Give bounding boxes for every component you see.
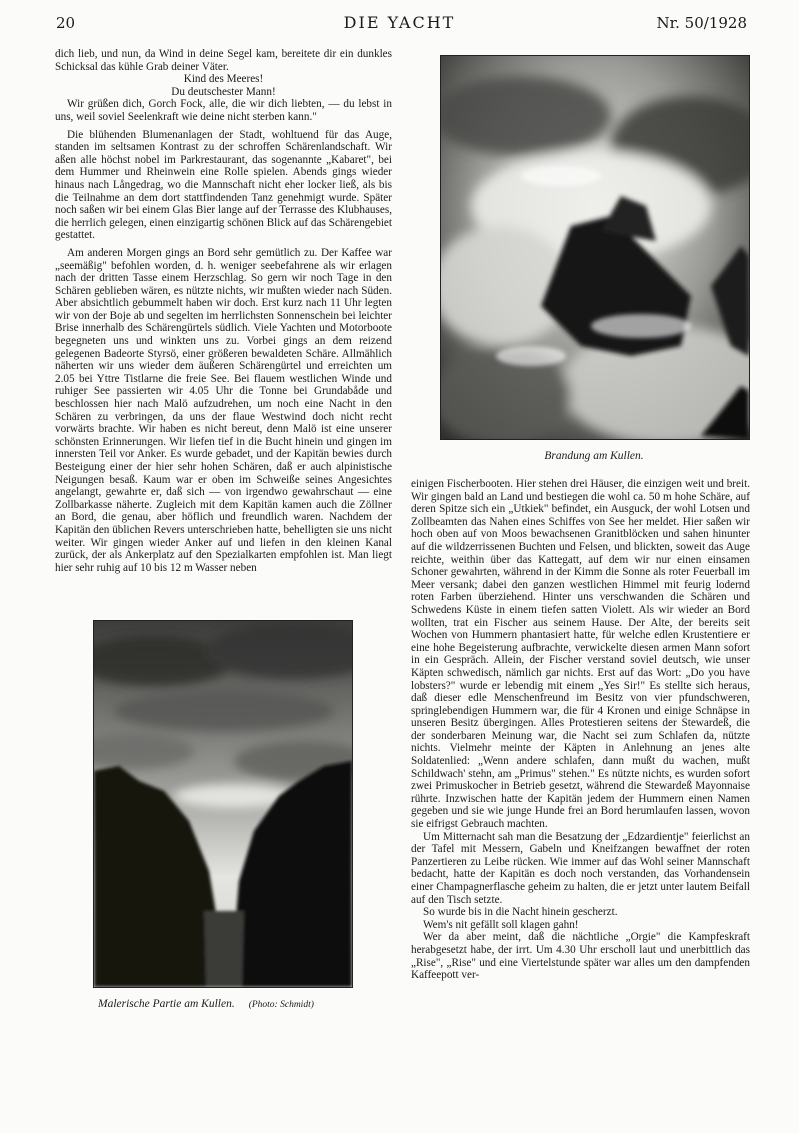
photo-cliffs-kullen — [93, 620, 353, 988]
photo-surf-kullen — [440, 55, 750, 440]
paragraph: Am anderen Morgen gings an Bord sehr gemütlich zu. Der Kaffee war „seemäßig" befohlen worden, d. h. weniger seebefahrene als wir erlagen nach der dritten Tasse einem Herzschlag. So gern wir noch Tage in den Schären geblieben wären, es nützte nichts, wir mußten wieder nach Süden. Aber absichtlich gebummelt haben wir doch. Erst kurz nach 11 Uhr legten wir von der Boje ab und segelten im herrlichsten Sonnenschein bei leichter Brise innerhalb des Schärengürtels südlich. Viele Yachten und Motorboote begegneten uns und winkten uns zu. Vorbei gings an dem reizend gelegenen Badeorte Styrsö, einer größeren bewaldeten Schäre. Allmählich näherten wir uns wieder dem äußeren Schärengürtel und erreichten um 2.05 bei Yttre Tistlarne die freie See. Bei flauem westlichen Winde und ruhiger See passierten wir 4.05 Uhr die Tonne bei Grundabåde und beschlossen hier nach Malö aufzudrehen, um noch eine Nacht in den Schären zu verbringen, da uns der flaue Westwind doch nicht recht vorwärts brachte. Wir haben es nicht bereut, denn Malö ist eine unserer schönsten Erinnerungen. Wir liefen tief in die Bucht hinein und gingen im innersten Teil vor Anker. Es wurde gebadet, und der Kapitän bewies durch Besteigung einer der hier sehr hohen Schären, daß er auch alpinistische Neigungen besaß. Kaum war er oben im Schweiße seines Angesichtes angelangt, gewahrte er, daß sich — von irgendwo gewahrschaut — eine Zollbarkasse näherte. Zugleich mit dem Kapitän kamen auch die Zöllner an Bord, die genau, aber höflich und freundlich waren. Nachdem der Kapitän den üblichen Revers unterschrieben hatte, behelligten sie uns nicht weiter. Wir gingen wieder Anker auf und liefen in den kleinen Kanal zurück, der als Ankerplatz auf den Spezialkarten empfohlen ist. Man liegt hier sehr ruhig auf 10 bis 12 m Wasser neben — [55, 246, 392, 574]
caption-text: Malerische Partie am Kullen. — [98, 998, 235, 1010]
caption-surf: Brandung am Kullen. — [544, 450, 644, 462]
article-column-left — [55, 48, 392, 606]
paragraph: einigen Fischerbooten. Hier stehen drei Häuser, die einzigen weit und breit. Wir gingen bald an Land und bestiegen die wohl ca. 50 m hohe Schäre, auf deren Spitze sich ein „Utkiek" befindet, ein Ausguck, der wohl Lotsen und Zollbeamten das Nahen eines Schiffes von See her meldet. Hier saßen wir hoch oben auf von Moos bewachsenen Granitblöcken und sahen hinunter auf die wildzerrissenen Buchten und Felsen, und blickten, soweit das Auge reichte, weithin über das Kattegatt, auf dem wir nur einen einsamen Schoner gewahrten, während in der Kimm die Sonne als roter Feuerball im Meer versank; dabei den ganzen westlichen Himmel mit feurig lodernd roten Farben überziehend. Hinter uns verschwanden die Schären und Schwedens Küste in einem tiefen satten Violett. Als wir wieder an Bord wollten, trat ein Fischer aus seinem Hause. Der Alte, der bereits seit Wochen von Hummern phantasiert hatte, für welche edlen Krustentiere er eine hohe Begeisterung aufbrachte, verwickelte diesen armen Mann sofort in ein Gespräch. Allein, der Fischer verstand soviel deutsch, wie unser Käpten schwedisch, nämlich gar nichts. Erst auf das Wort: „Do you have lobsters?" wurde er lebendig mit einem „Yes Sir!" Es stellte sich heraus, daß dieser edle Menschenfreund im Besitz von vier pfundschweren, springlebendigen Hummern war, die für 4 Kronen und einige Schnäpse in unseren Besitz übergingen. Alles Protestieren seitens der Stewardeß, die der sonderbaren Meinung war, die Nacht sei zum Schlafen da, nützte nichts. Vielmehr meinte der Käpten in Anlehnung an jenes alte Soldatenlied: „Wenn andere schlafen, dann mußt du wachen, mußt Schildwach' stehn, am „Primus" stehen." Es nützte nichts, es wurden sofort zwei Primuskocher in Betrieb gesetzt, während die Stewardeß Mayonnaise rührte. Inzwischen hatte der Kapitän jedem der Hummern einen Namen gegeben und sie wie junge Hunde frei an Bord herumlaufen lassen, wovon sie eifrigst Gebrauch machten. — [411, 478, 750, 831]
page-number: 20 — [56, 14, 76, 32]
cliff-photo-illustration — [94, 621, 352, 987]
paragraph: Wer da aber meint, daß die nächtliche „Orgie" die Kampfeskraft herabgesetzt habe, der irrt. Um 4.30 Uhr erscholl laut und unerbittlich das „Rise", „Rise" und eine Viertelstunde später war alles um den dampfenden Kaffeepott ver- — [411, 931, 750, 982]
paragraph: So wurde bis in die Nacht hinein gescherzt. — [423, 906, 618, 919]
paragraph: Die blühenden Blumenanlagen der Stadt, wohltuend für das Auge, standen im seltsamen Kontrast zu der schroffen Schärenlandschaft. Wir aßen alle höchst nobel im Parkrestaurant, das sogenannte „Kabaret", bei dem Hummer und Rheinwein eine Rolle spielen. Abends gings wieder hinaus nach Långedrag, wo die Mannschaft nicht eher locker ließ, als bis die Teilnahme an dem dort stattfindenden Tanz genehmigt wurde. Später noch saßen wir bei einem Glas Bier lange auf der Terrasse des Klubhauses, die herrlich gelegen, einen einzigartig schönen Blick auf das Schärengebiet gestattet. — [55, 128, 392, 242]
paragraph: Wem's nit gefällt soll klagen gahn! — [423, 918, 579, 931]
paragraph: Wir grüßen dich, Gorch Fock, alle, die wir dich liebten, — du lebst in uns, weil soviel Seelenkraft wie deine nicht sterben kann." — [55, 98, 392, 123]
paragraph: Um Mitternacht sah man die Besatzung der „Edzardientje" feierlichst an der Tafel mit Messern, Gabeln und Kneifzangen bewaffnet der roten Panzertieren zu Leibe rücken. Wie immer auf das Wohl seiner Mannschaft bedacht, hatte der Kapitän es doch noch verstanden, das Vorhandensein einer Champagnerflasche geheim zu halten, die er jetzt unter lautem Beifall auf den Tisch setzte. — [411, 830, 750, 906]
article-column-right — [411, 478, 750, 1043]
caption-cliffs — [98, 997, 398, 1012]
poem-line: Du deutschester Mann! — [171, 85, 276, 98]
issue-number: Nr. 50/1928 — [656, 14, 747, 32]
photo-credit: (Photo: Schmidt) — [248, 1000, 314, 1010]
surf-photo-illustration — [441, 56, 749, 439]
paragraph: dich lieb, und nun, da Wind in deine Segel kam, bereitete dir ein dunkles Schicksal das kühle Grab deiner Väter. — [55, 48, 392, 73]
poem-line: Kind des Meeres! — [183, 73, 264, 86]
magazine-title: DIE YACHT — [343, 13, 456, 32]
